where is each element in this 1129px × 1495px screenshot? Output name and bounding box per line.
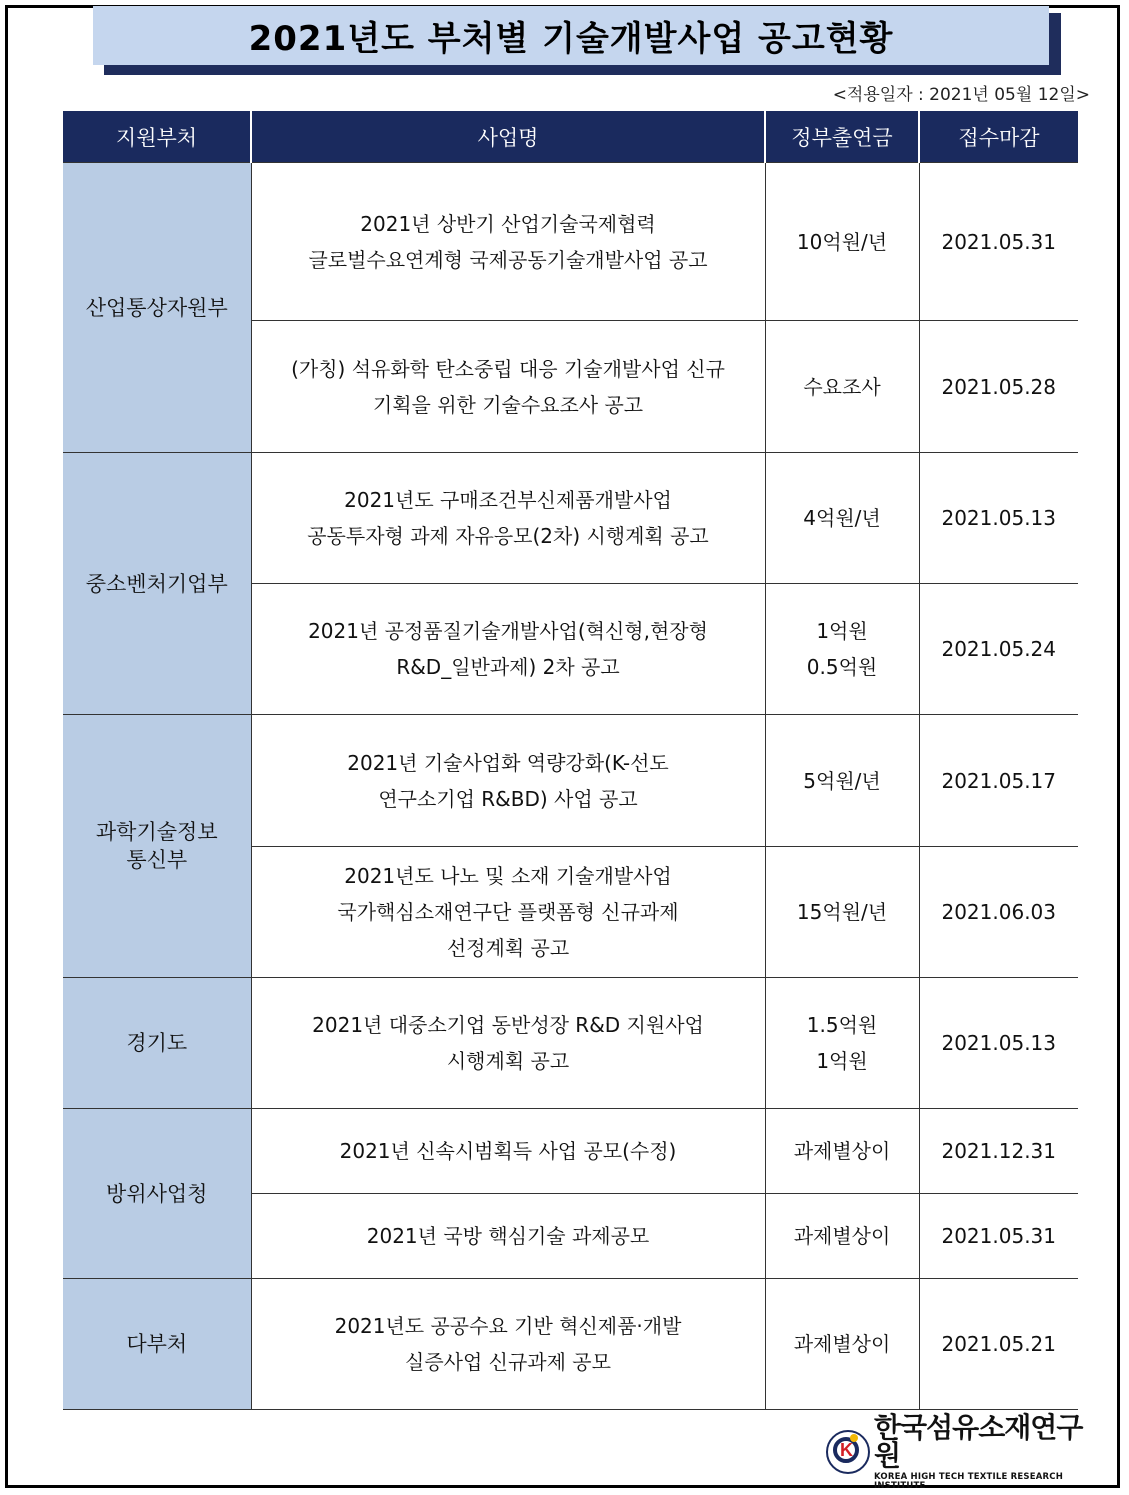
project-name-cell: (가칭) 석유화학 탄소중립 대응 기술개발사업 신규 기획을 위한 기술수요조사 공고 [251, 321, 765, 453]
project-name-cell: 2021년 공정품질기술개발사업(혁신형,현장형 R&D_일반과제) 2차 공고 [251, 584, 765, 715]
announcement-table [63, 111, 1078, 1410]
deadline-cell: 2021.05.31 [919, 163, 1078, 321]
institute-name-korean: 한국섬유소재연구원 [874, 1411, 1083, 1472]
project-name-cell: 2021년도 구매조건부신제품개발사업 공동투자형 과제 자유응모(2차) 시행계획 공고 [251, 453, 765, 584]
fund-cell: 1억원 0.5억원 [765, 584, 919, 715]
deadline-cell: 2021.05.21 [919, 1279, 1078, 1410]
table-row [63, 715, 1078, 847]
table-row [63, 978, 1078, 1109]
fund-cell: 5억원/년 [765, 715, 919, 847]
fund-cell: 4억원/년 [765, 453, 919, 584]
effective-date-note: <적용일자 : 2021년 05월 12일> [832, 85, 1090, 105]
table-row [63, 163, 1078, 321]
institute-emblem-icon [826, 1430, 870, 1474]
title-banner [93, 6, 1049, 65]
deadline-cell: 2021.05.31 [919, 1194, 1078, 1279]
dept-cell: 과학기술정보 통신부 [63, 715, 251, 978]
project-name-cell: 2021년 신속시범획득 사업 공모(수정) [251, 1109, 765, 1194]
table-row [63, 1109, 1078, 1194]
header-fund: 정부출연금 [765, 111, 919, 163]
dept-cell: 중소벤처기업부 [63, 453, 251, 715]
fund-cell: 10억원/년 [765, 163, 919, 321]
header-project: 사업명 [251, 111, 765, 163]
fund-cell: 15억원/년 [765, 847, 919, 978]
table-row [63, 453, 1078, 584]
project-name-cell: 2021년 기술사업화 역량강화(K-선도 연구소기업 R&BD) 사업 공고 [251, 715, 765, 847]
header-dept: 지원부처 [63, 111, 251, 163]
project-name-cell: 2021년 대중소기업 동반성장 R&D 지원사업 시행계획 공고 [251, 978, 765, 1109]
fund-cell: 수요조사 [765, 321, 919, 453]
emblem-letter: K [840, 1440, 853, 1460]
dept-cell: 산업통상자원부 [63, 163, 251, 453]
deadline-cell: 2021.05.28 [919, 321, 1078, 453]
header-deadline: 접수마감 [919, 111, 1078, 163]
institute-logo [826, 1411, 1106, 1491]
deadline-cell: 2021.12.31 [919, 1109, 1078, 1194]
deadline-cell: 2021.06.03 [919, 847, 1078, 978]
fund-cell: 과제별상이 [765, 1109, 919, 1194]
table-header-row [63, 111, 1078, 163]
project-name-cell: 2021년 상반기 산업기술국제협력 글로벌수요연계형 국제공동기술개발사업 공고 [251, 163, 765, 321]
dept-cell: 다부처 [63, 1279, 251, 1410]
deadline-cell: 2021.05.13 [919, 453, 1078, 584]
dept-cell: 방위사업청 [63, 1109, 251, 1279]
project-name-cell: 2021년 국방 핵심기술 과제공모 [251, 1194, 765, 1279]
deadline-cell: 2021.05.24 [919, 584, 1078, 715]
project-name-cell: 2021년도 공공수요 기반 혁신제품·개발 실증사업 신규과제 공모 [251, 1279, 765, 1410]
page-title: 2021년도 부처별 기술개발사업 공고현황 [248, 19, 894, 59]
fund-cell: 과제별상이 [765, 1194, 919, 1279]
fund-cell: 1.5억원 1억원 [765, 978, 919, 1109]
fund-cell: 과제별상이 [765, 1279, 919, 1410]
project-name-cell: 2021년도 나노 및 소재 기술개발사업 국가핵심소재연구단 플랫폼형 신규과제 선정계획 공고 [251, 847, 765, 978]
deadline-cell: 2021.05.17 [919, 715, 1078, 847]
institute-name-english: KOREA HIGH TECH TEXTILE RESEARCH INSTITUTE [874, 1472, 1064, 1491]
table-row [63, 1279, 1078, 1410]
dept-cell: 경기도 [63, 978, 251, 1109]
deadline-cell: 2021.05.13 [919, 978, 1078, 1109]
